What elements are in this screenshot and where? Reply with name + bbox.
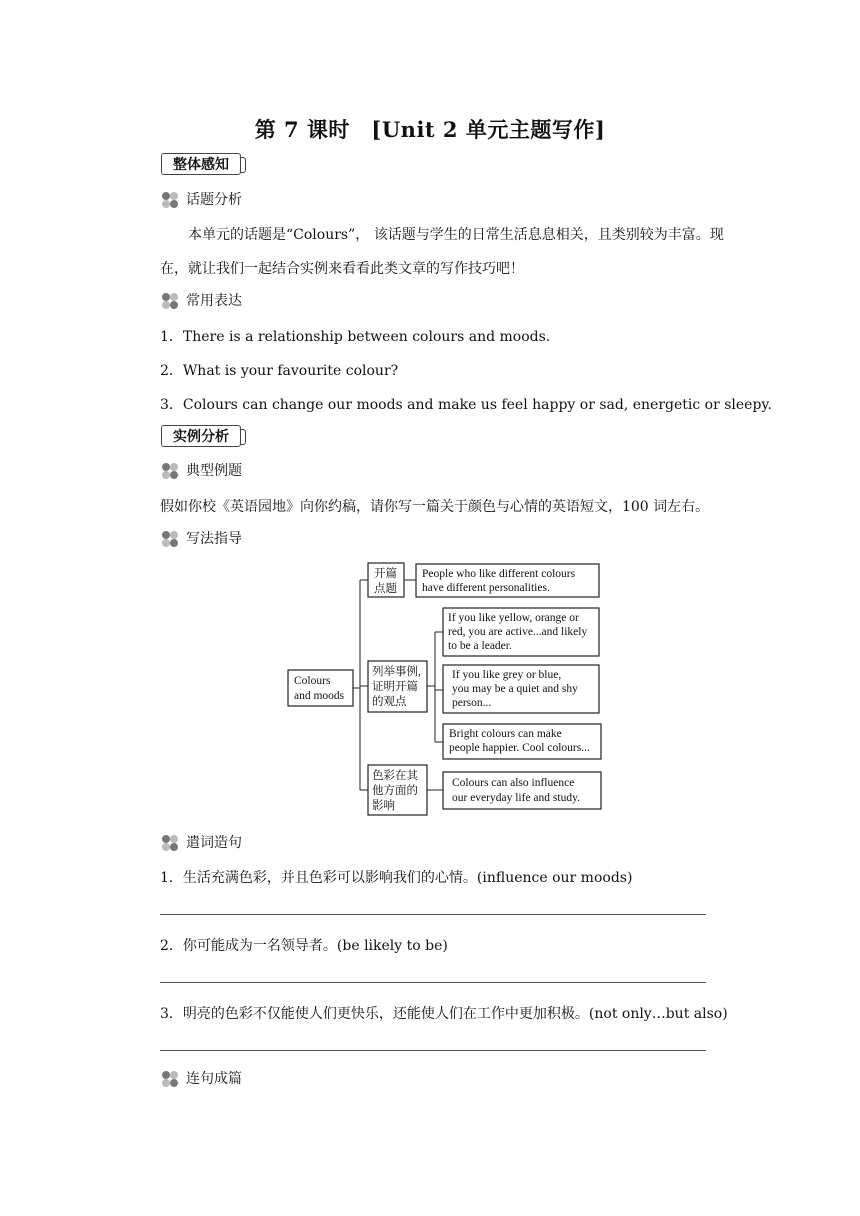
clover-icon [160, 833, 182, 853]
wording-heading [160, 833, 242, 853]
root-text: Colours [294, 675, 331, 687]
wording-label: 遣词造句 [186, 835, 242, 851]
leaf-text: Colours can also influence [452, 777, 575, 789]
leaf-text: people happier. Cool colours... [449, 742, 590, 754]
branch-text: 色彩在其 [372, 770, 418, 782]
page-title: 第 7 课时 [Unit 2 单元主题写作] [254, 117, 606, 142]
clover-icon [160, 1069, 182, 1089]
branch-text: 影响 [372, 800, 395, 812]
typical-label: 典型例题 [186, 463, 242, 479]
branch-text: 的观点 [372, 696, 407, 708]
overall-banner: 整体感知 [161, 153, 241, 175]
wording-item: 1．生活充满色彩，并且色彩可以影响我们的心情。(influence our moods) [160, 870, 633, 886]
wording-item: 3．明亮的色彩不仅能使人们更快乐，还能使人们在工作中更加积极。(not only…but also) [160, 1006, 728, 1022]
root-text: and moods [294, 690, 345, 702]
leaf-text: our everyday life and study. [452, 792, 580, 804]
leaf-text: person... [452, 697, 492, 709]
wording-item: 2．你可能成为一名领导者。(be likely to be) [160, 938, 448, 954]
leaf-text: you may be a quiet and shy [452, 683, 578, 695]
leaf-text: People who like different colours [422, 568, 576, 580]
answer-line[interactable] [160, 1050, 706, 1051]
compose-heading [160, 1069, 242, 1089]
example-banner: 实例分析 [161, 425, 241, 447]
topic-label: 话题分析 [186, 192, 242, 208]
expression-item: 3．Colours can change our moods and make us feel happy or sad, energetic or sleepy. [160, 397, 772, 413]
answer-line[interactable] [160, 982, 706, 983]
expressions-label: 常用表达 [186, 293, 242, 309]
leaf-text: to be a leader. [448, 640, 512, 652]
branch-text: 证明开篇 [372, 681, 418, 693]
leaf-text: red, you are active...and likely [448, 626, 588, 638]
topic-text: 本单元的话题是“Colours”， 该话题与学生的日常生活息息相关，且类别较为丰富。现在，就让我们一起结合实例来看看此类文章的写作技巧吧！ [160, 227, 724, 277]
leaf-text: If you like grey or blue, [452, 669, 562, 681]
guide-label: 写法指导 [186, 531, 242, 547]
branch-text: 列举事例, [372, 666, 421, 678]
compose-label: 连句成篇 [186, 1071, 242, 1087]
expression-item: 1．There is a relationship between colours and moods. [160, 329, 551, 345]
expression-item: 2．What is your favourite colour? [160, 363, 399, 379]
branch-text: 开篇 [374, 568, 397, 580]
leaf-text: have different personalities. [422, 582, 550, 594]
typical-text: 假如你校《英语园地》向你约稿，请你写一篇关于颜色与心情的英语短文，100 词左右。 [160, 499, 710, 515]
branch-text: 点题 [374, 583, 397, 595]
answer-line[interactable] [160, 914, 706, 915]
branch-text: 他方面的 [372, 785, 418, 797]
leaf-text: If you like yellow, orange or [448, 612, 579, 624]
leaf-text: Bright colours can make [449, 728, 562, 740]
